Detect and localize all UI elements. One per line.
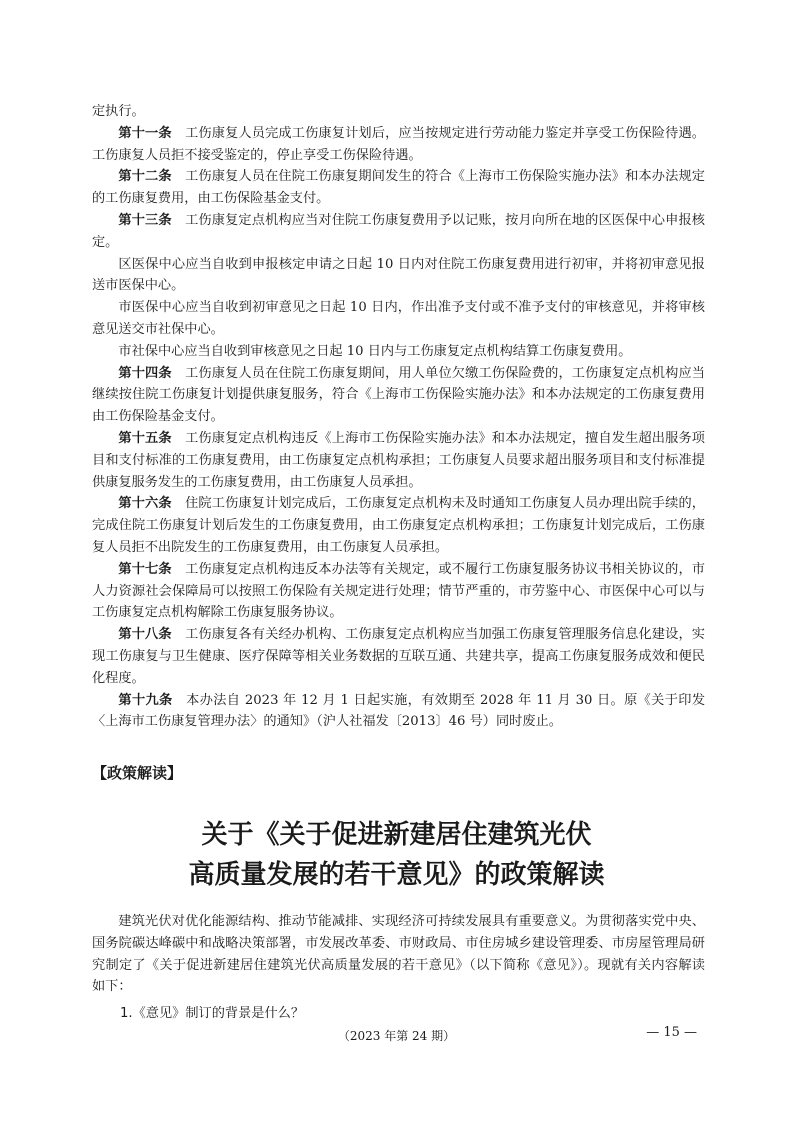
section-label: 【政策解读】 bbox=[92, 764, 183, 782]
paragraph: 市医保中心应当自收到初审意见之日起 10 日内，作出准予支付或不准予支付的审核意见，并将审核意见送交市社保中心。 bbox=[92, 300, 705, 337]
article-12: 第十二条 工伤康复人员在住院工伤康复期间发生的符合《上海市工伤保险实施办法》和本办法规定的工伤康复费用，由工伤保险基金支付。 bbox=[92, 169, 705, 207]
article-13: 第十三条 工伤康复定点机构应当对住院工伤康复费用予以记账，按月向所在地的区医保中心申报核定。 bbox=[92, 212, 705, 250]
issue-number: （2023 年第 24 期） bbox=[337, 1029, 456, 1043]
interpretation-intro bbox=[92, 911, 705, 998]
article-number: 第十四条 bbox=[118, 365, 172, 381]
intro-paragraph: 建筑光伏对优化能源结构、推动节能减排、实现经济可持续发展具有重要意义。为贯彻落实党中央、国务院碳达峰碳中和战略决策部署，市发展改革委、市财政局、市住房城乡建设管理委、市房屋管理局研究制定了《关于促进新建居住建筑光伏高质量发展的若干意见》（以下简称《意见》）。现就有关内容解读如下： bbox=[92, 914, 705, 995]
paragraph: 市社保中心应当自收到审核意见之日起 10 日内与工伤康复定点机构结算工伤康复费用。 bbox=[118, 343, 632, 359]
title-line: 高质量发展的若干意见》的政策解读 bbox=[188, 860, 605, 890]
article-14: 第十四条 工伤康复人员在住院工伤康复期间，用人单位欠缴工伤保险费的，工伤康复定点机构应当继续按住院工伤康复计划提供康复服务，符合《上海市工伤保险实施办法》和本办法规定的工伤康复费用由工伤保险基金支付。 bbox=[92, 365, 705, 425]
page-number: — 15 — bbox=[646, 1025, 697, 1040]
regulation-articles bbox=[92, 101, 705, 733]
article-16: 第十六条 住院工伤康复计划完成后，工伤康复定点机构未及时通知工伤康复人员办理出院手续的，完成住院工伤康复计划后发生的工伤康复费用，由工伤康复定点机构承担；工伤康复计划完成后，工伤康复人员拒不出院发生的工伤康复费用，由工伤康复人员承担。 bbox=[92, 496, 705, 555]
paragraph: 定执行。 bbox=[92, 104, 145, 119]
article-15: 第十五条 工伤康复定点机构违反《上海市工伤保险实施办法》和本办法规定，擅自发生超出服务项目和支付标准的工伤康复费用，由工伤康复定点机构承担；工伤康复人员要求超出服务项目和支付标准提供康复服务发生的工伤康复费用，由工伤康复人员承担。 bbox=[92, 430, 705, 490]
article-number: 第十三条 bbox=[118, 212, 172, 228]
article-number: 第十一条 bbox=[118, 125, 172, 141]
page-title bbox=[0, 815, 793, 895]
title-line: 关于《关于促进新建居住建筑光伏 bbox=[201, 820, 592, 850]
article-number: 第十八条 bbox=[118, 627, 172, 643]
article-number: 第十七条 bbox=[118, 561, 172, 577]
article-number: 第十二条 bbox=[118, 169, 172, 185]
article-17: 第十七条 工伤康复定点机构违反本办法等有关规定，或不履行工伤康复服务协议书相关协议的，市人力资源社会保障局可以按照工伤保险有关规定进行处理；情节严重的，市劳鉴中心、市医保中心可以与工伤康复定点机构解除工伤康复服务协议。 bbox=[92, 561, 705, 621]
article-18: 第十八条 工伤康复各有关经办机构、工伤康复定点机构应当加强工伤康复管理服务信息化建设，实现工伤康复与卫生健康、医疗保障等相关业务数据的互联互通、共建共享，提高工伤康复服务成效和便民化程度。 bbox=[92, 627, 705, 686]
article-11: 第十一条 工伤康复人员完成工伤康复计划后，应当按规定进行劳动能力鉴定并享受工伤保险待遇。工伤康复人员拒不接受鉴定的，停止享受工伤保险待遇。 bbox=[92, 125, 705, 163]
article-number: 第十六条 bbox=[118, 496, 172, 512]
article-number: 第十五条 bbox=[118, 430, 172, 446]
article-19: 第十九条 本办法自 2023 年 12 月 1 日起实施，有效期至 2028 年 11 月 30 日。原《关于印发〈上海市工伤康复管理办法〉的通知》（沪人社福发〔2013〕46 号）同时废止。 bbox=[92, 692, 706, 730]
article-number: 第十九条 bbox=[118, 692, 173, 708]
paragraph: 区医保中心应当自收到申报核定申请之日起 10 日内对住院工伤康复费用进行初审，并将初审意见报送市医保中心。 bbox=[92, 256, 705, 294]
question-heading: 1.《意见》制订的背景是什么？ bbox=[120, 1006, 305, 1021]
